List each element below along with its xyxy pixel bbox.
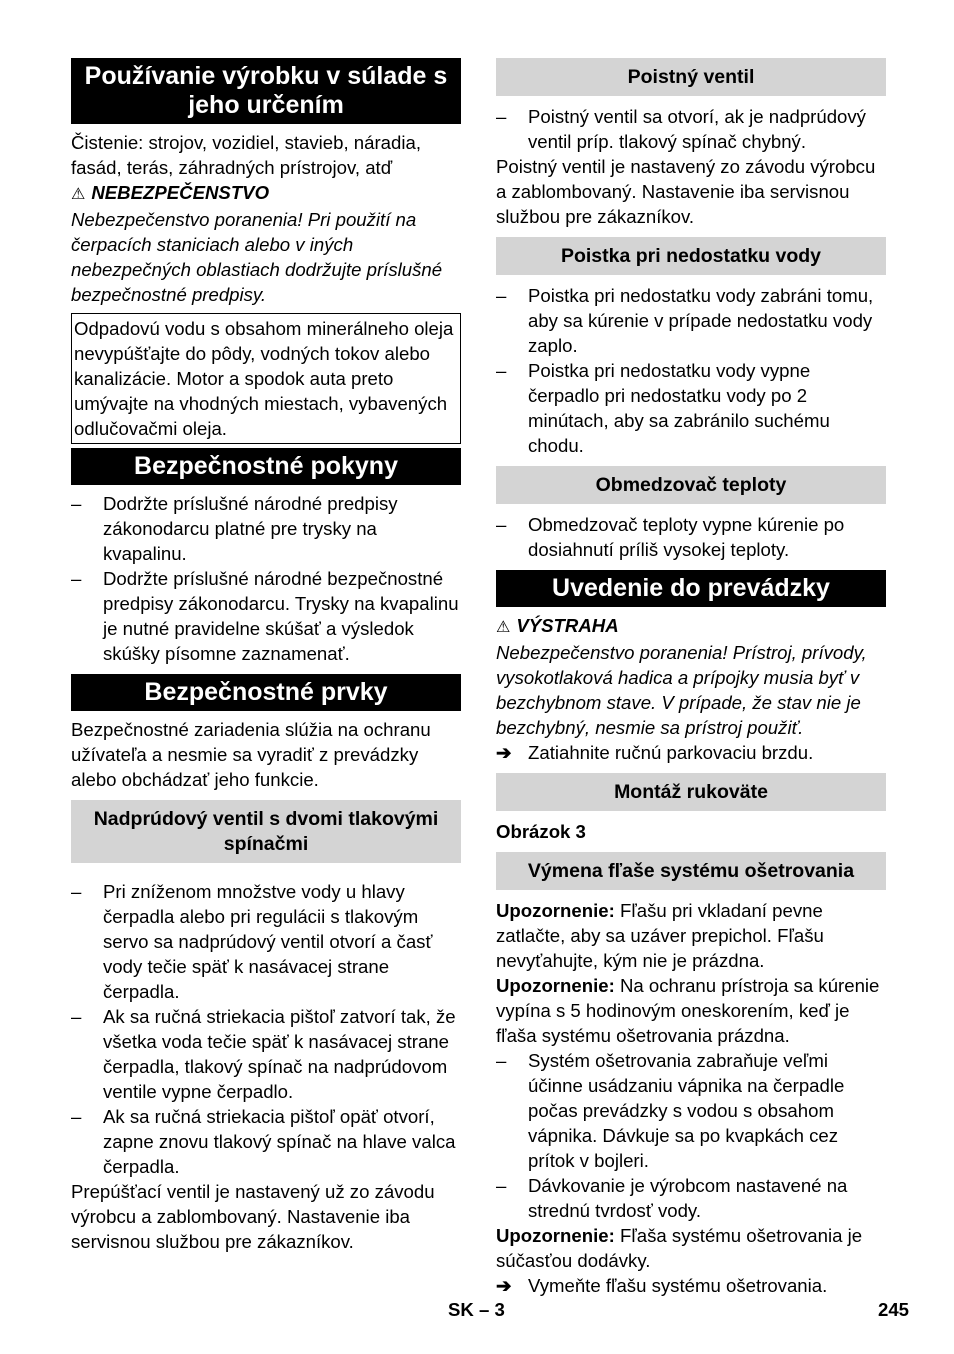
overflow-list bbox=[71, 879, 461, 1179]
footer-section-label: SK – 3 bbox=[448, 1299, 505, 1320]
list-item: – Ak sa ručná striekacia pištoľ zatvorí tak, že všetka voda tečie späť k nasávacej strane čerpadla, tlakový spínač na nadprúdovom ventile vypne čerpadlo. bbox=[71, 1004, 461, 1104]
right-column bbox=[496, 58, 886, 1298]
warning-triangle-icon: ⚠ bbox=[71, 186, 86, 203]
list-item: – Ak sa ručná striekacia pištoľ opäť otvorí, zapne znovu tlakový spínač na hlave valca čerpadla. bbox=[71, 1104, 461, 1179]
list-item: – Dodržte príslušné národné bezpečnostné predpisy zákonodarcu. Trysky na kvapalinu je nutné pravidelne skúšať a výsledok skúšky písomne zaznamenať. bbox=[71, 566, 461, 666]
warning-heading bbox=[496, 613, 886, 640]
heading-startup: Uvedenie do prevádzky bbox=[496, 570, 886, 607]
heading-water-shortage: Poistka pri nedostatku vody bbox=[496, 237, 886, 275]
environment-note-text: Odpadovú vodu s obsahom minerálneho oleja nevypúšťajte do pôdy, vodných tokov alebo kanalizácie. Motor a spodok auta preto umývajte na vhodných miestach, vybavených odlučovačmi oleja. bbox=[74, 318, 454, 439]
page-number: 245 bbox=[878, 1299, 910, 1320]
note-1: Upozornenie: Fľašu pri vkladaní pevne zatlačte, aby sa uzáver prepichol. Fľašu nevyťahujte, kým nie je prázdna. bbox=[496, 900, 824, 971]
heading-overflow-valve: Nadprúdový ventil s dvomi tlakovými spínačmi bbox=[71, 800, 461, 863]
arrow-right-icon: ➔ bbox=[496, 1275, 512, 1296]
heading-safety-valve: Poistný ventil bbox=[496, 58, 886, 96]
safety-valve-list bbox=[496, 104, 886, 154]
danger-heading bbox=[71, 180, 461, 207]
usage-text: Čistenie: strojov, vozidiel, stavieb, náradia, fasád, terás, záhradných prístrojov, atď bbox=[71, 132, 422, 178]
list-item: – Poistka pri nedostatku vody zabráni tomu, aby sa kúrenie v prípade nedostatku vody zaplo. bbox=[496, 283, 886, 358]
heading-bottle-replacement: Výmena fľaše systému ošetrovania bbox=[496, 852, 886, 890]
overflow-text: Prepúšťací ventil je nastavený už zo závodu výrobcu a zablombovaný. Nastavenie iba servisnou službou pre zákazníkov. bbox=[71, 1181, 435, 1252]
safety-valve-text: Poistný ventil je nastavený zo závodu výrobcu a zablombovaný. Nastavenie iba servisnou službou pre zákazníkov. bbox=[496, 156, 876, 227]
left-column bbox=[71, 58, 461, 1254]
heading-temperature-limiter: Obmedzovač teploty bbox=[496, 466, 886, 504]
danger-label: NEBEZPEČENSTVO bbox=[91, 182, 270, 203]
heading-safety-instructions: Bezpečnostné pokyny bbox=[71, 448, 461, 485]
list-item: – Dodržte príslušné národné predpisy zákonodarcu platné pre trysky na kvapalinu. bbox=[71, 491, 461, 566]
warning-text: Nebezpečenstvo poranenia! Prístroj, prívody, vysokotlaková hadica a prípojky musia byť v bezchybnom stave. V prípade, že stav nie je bezchybný, nesmie sa prístroj použiť. bbox=[496, 642, 867, 738]
temperature-list bbox=[496, 512, 886, 562]
list-item: – Systém ošetrovania zabraňuje veľmi účinne usádzaniu vápnika na čerpadle počas prevádzky s vodou s obsahom vápnika. Dávkuje sa po kvapkách cez prítok v bojleri. bbox=[496, 1048, 886, 1173]
danger-text: Nebezpečenstvo poranenia! Pri použití na čerpacích staniciach alebo v iných nebezpečných oblastiach dodržujte príslušné bezpečnostné predpisy. bbox=[71, 209, 443, 305]
heading-handle-mounting: Montáž rukoväte bbox=[496, 773, 886, 811]
bottle-list bbox=[496, 1048, 886, 1223]
figure-reference: Obrázok 3 bbox=[496, 821, 586, 842]
note-3: Upozornenie: Fľaša systému ošetrovania je súčasťou dodávky. bbox=[496, 1225, 863, 1271]
devices-text: Bezpečnostné zariadenia slúžia na ochranu užívateľa a nesmie sa vyradiť z prevádzky alebo obchádzať jeho funkcie. bbox=[71, 719, 431, 790]
water-shortage-list bbox=[496, 283, 886, 458]
warning-label: VÝSTRAHA bbox=[516, 615, 619, 636]
list-item: – Obmedzovač teploty vypne kúrenie po dosiahnutí príliš vysokej teploty. bbox=[496, 512, 886, 562]
action-step-replace: ➔ Vymeňte fľašu systému ošetrovania. bbox=[496, 1275, 828, 1296]
arrow-right-icon: ➔ bbox=[496, 742, 512, 763]
action-step-brake: ➔ Zatiahnite ručnú parkovaciu brzdu. bbox=[496, 742, 814, 763]
note-2: Upozornenie: Na ochranu prístroja sa kúrenie vypína s 5 hodinovým oneskorením, keď je fľaša systému ošetrovania prázdna. bbox=[496, 975, 880, 1046]
list-item: – Dávkovanie je výrobcom nastavené na strednú tvrdosť vody. bbox=[496, 1173, 886, 1223]
environment-note-box bbox=[71, 313, 461, 444]
safety-list bbox=[71, 491, 461, 666]
heading-safety-devices: Bezpečnostné prvky bbox=[71, 674, 461, 711]
list-item: – Poistný ventil sa otvorí, ak je nadprúdový ventil príp. tlakový spínač chybný. bbox=[496, 104, 886, 154]
warning-triangle-icon: ⚠ bbox=[496, 619, 511, 636]
heading-usage: Používanie výrobku v súlade s jeho určením bbox=[71, 58, 461, 124]
list-item: – Poistka pri nedostatku vody vypne čerpadlo pri nedostatku vody po 2 minútach, aby sa zabránilo suchému chodu. bbox=[496, 358, 886, 458]
list-item: – Pri zníženom množstve vody u hlavy čerpadla alebo pri regulácii s tlakovým servo sa nadprúdový ventil otvorí a časť vody tečie späť k nasávacej strane čerpadla. bbox=[71, 879, 461, 1004]
